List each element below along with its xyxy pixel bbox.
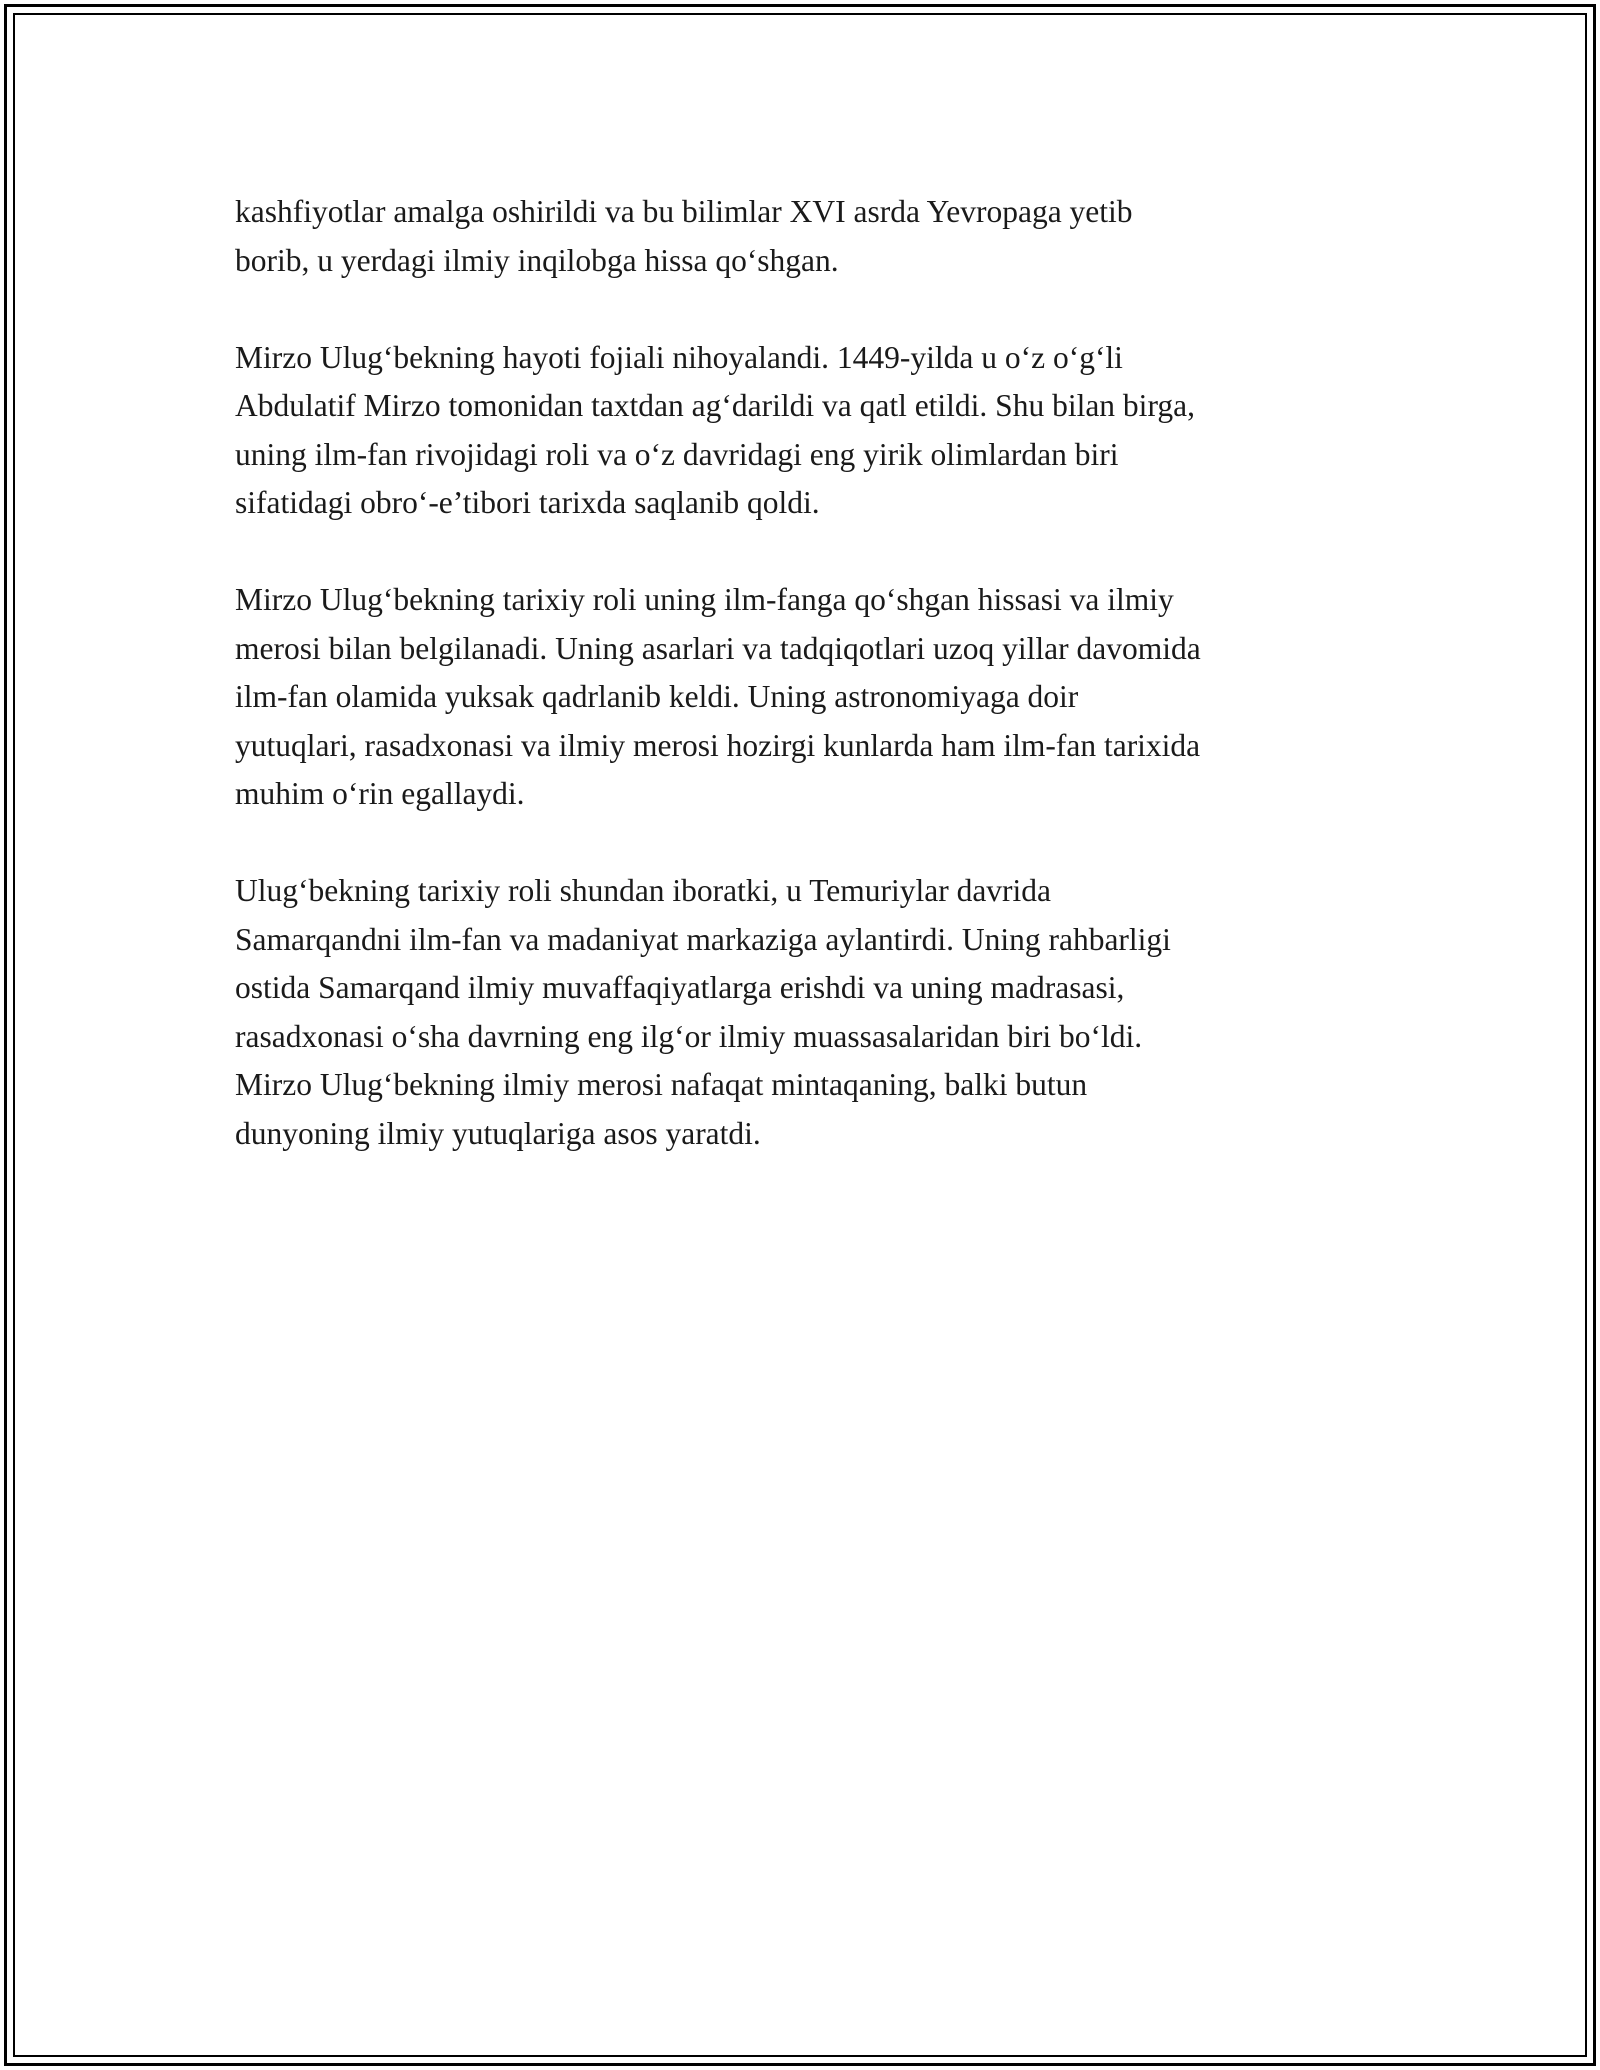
text-line: merosi bilan belgilanadi. Uning asarlari va tadqiqotlari uzoq yillar davomida xyxy=(235,630,1201,666)
text-line: rasadxonasi o‘sha davrning eng ilg‘or ilmiy muassasalaridan biri bo‘ldi. xyxy=(235,1018,1143,1054)
paragraph xyxy=(235,867,1375,1158)
text-line: Samarqandni ilm-fan va madaniyat markaziga aylantirdi. Uning rahbarligi xyxy=(235,921,1171,957)
text-line: Abdulatif Mirzo tomonidan taxtdan ag‘darildi va qatl etildi. Shu bilan birga, xyxy=(235,388,1195,423)
text-line: Mirzo Ulug‘bekning ilmiy merosi nafaqat mintaqaning, balki butun xyxy=(235,1067,1088,1102)
text-line: Ulug‘bekning tarixiy roli shundan iboratki, u Temuriylar davrida xyxy=(235,873,1052,908)
paragraph xyxy=(235,188,1375,285)
text-line: uning ilm-fan rivojidagi roli va o‘z davridagi eng yirik olimlardan biri xyxy=(235,436,1119,472)
paragraph xyxy=(235,334,1375,528)
text-line: muhim o‘rin egallaydi. xyxy=(235,776,525,811)
text-line: Mirzo Ulug‘bekning tarixiy roli uning ilm-fanga qo‘shgan hissasi va ilmiy xyxy=(235,582,1174,617)
paragraph xyxy=(235,576,1375,819)
text-line: Mirzo Ulug‘bekning hayoti fojiali nihoyalandi. 1449-yilda u o‘z o‘g‘li xyxy=(235,339,1123,375)
text-line: ostida Samarqand ilmiy muvaffaqiyatlarga erishdi va uning madrasasi, xyxy=(235,970,1125,1005)
text-line: kashfiyotlar amalga oshirildi va bu bilimlar XVI asrda Yevropaga yetib xyxy=(235,194,1133,229)
document-body xyxy=(235,188,1375,1207)
text-line: borib, u yerdagi ilmiy inqilobga hissa qo‘shgan. xyxy=(235,242,839,278)
text-line: sifatidagi obro‘-e’tibori tarixda saqlanib qoldi. xyxy=(235,485,820,520)
text-line: ilm-fan olamida yuksak qadrlanib keldi. Uning astronomiyaga doir xyxy=(235,679,1079,714)
text-line: yutuqlari, rasadxonasi va ilmiy merosi hozirgi kunlarda ham ilm-fan tarixida xyxy=(235,727,1201,763)
text-line: dunyoning ilmiy yutuqlariga asos yaratdi. xyxy=(235,1115,761,1151)
